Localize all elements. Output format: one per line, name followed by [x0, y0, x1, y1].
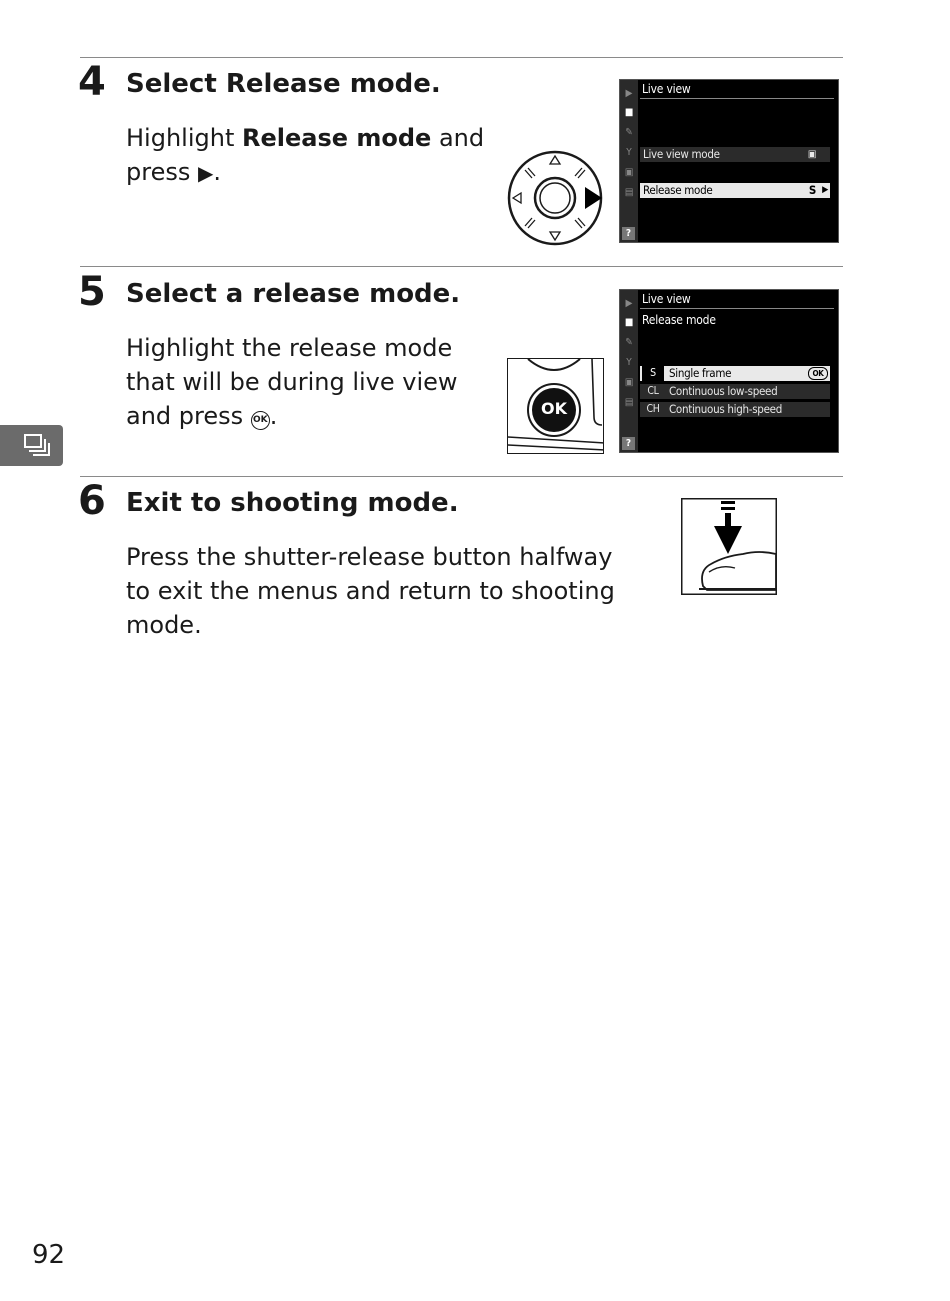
pencil-icon: ✎ — [625, 337, 633, 348]
step-5-line-3-end: . — [269, 402, 278, 430]
ok-button-label: OK — [541, 399, 567, 418]
menu-item-label: Live view mode — [643, 147, 720, 161]
menu-sidebar — [620, 290, 638, 452]
step-6-line-1: Press the shutter-release button halfway — [126, 543, 613, 571]
lcd2-header: Live view — [642, 292, 691, 306]
page-number: 92 — [32, 1240, 66, 1270]
retouch-icon: ▣ — [624, 377, 634, 388]
step-4-body-post: and — [431, 124, 485, 152]
release-mode-value: S — [808, 183, 816, 197]
divider-step5 — [80, 266, 843, 267]
step-4-body-bold: Release mode — [241, 124, 432, 152]
live-view-mode-icon: ▣ — [807, 149, 816, 160]
help-icon: ? — [622, 437, 635, 450]
menu-item-live-view-mode[interactable] — [640, 147, 830, 162]
help-icon: ? — [622, 227, 635, 240]
menu-item-release-mode[interactable] — [640, 183, 830, 198]
my-menu-icon: ▤ — [624, 187, 634, 198]
multi-selector-illustration — [505, 148, 605, 248]
step-6-body — [126, 540, 615, 642]
release-mode-code: CL — [647, 385, 659, 397]
lcd1-header-line — [640, 98, 834, 99]
step-4-title-pre: Select — [126, 69, 226, 99]
release-mode-code: CH — [646, 403, 660, 415]
camera-icon: ■ — [624, 317, 634, 328]
pencil-icon: ✎ — [625, 127, 633, 138]
ok-button-icon: OK — [251, 411, 270, 430]
right-arrow-icon: ▶ — [822, 185, 828, 195]
divider-step6 — [80, 476, 843, 477]
step-5-title: Select a release mode. — [126, 279, 461, 309]
release-mode-code: S — [642, 366, 664, 381]
menu-screen-release-mode — [619, 289, 839, 453]
lcd2-subheader: Release mode — [642, 313, 716, 327]
my-menu-icon: ▤ — [624, 397, 634, 408]
ok-button-illustration — [507, 358, 604, 454]
option-label: Continuous low-speed — [669, 384, 778, 398]
option-single-frame[interactable] — [640, 366, 830, 381]
camera-icon: ■ — [624, 107, 634, 118]
step-6-line-2: to exit the menus and return to shooting — [126, 577, 615, 605]
right-arrow-icon: ▶ — [197, 161, 214, 185]
step-4-body-line2: press — [126, 158, 198, 186]
step-5-line-3: and press — [126, 402, 251, 430]
step-6-title: Exit to shooting mode. — [126, 488, 459, 518]
option-continuous-low[interactable] — [640, 384, 830, 399]
menu-item-label: Release mode — [643, 183, 713, 197]
step-5-line-2: that will be during live view — [126, 368, 458, 396]
option-continuous-high[interactable] — [640, 402, 830, 417]
option-label: Single frame — [669, 366, 732, 380]
menu-sidebar — [620, 80, 638, 242]
step-6-line-3: mode. — [126, 611, 202, 639]
step-4-number: 4 — [78, 59, 106, 105]
step-5-number: 5 — [78, 269, 106, 315]
playback-menu-icon: ▶ — [625, 88, 633, 99]
step-4-body — [126, 121, 484, 190]
option-label: Continuous high-speed — [669, 402, 782, 416]
ok-badge-icon: OK — [808, 367, 828, 380]
retouch-icon: ▣ — [624, 167, 634, 178]
step-4-body-end: . — [213, 158, 222, 186]
divider-top — [80, 57, 843, 58]
live-view-section-tab — [0, 425, 63, 466]
playback-menu-icon: ▶ — [625, 298, 633, 309]
step-6-number: 6 — [78, 478, 106, 524]
step-5-body — [126, 331, 458, 433]
lcd1-header: Live view — [642, 82, 691, 96]
step-4-body-pre: Highlight — [126, 124, 242, 152]
wrench-icon: Y — [626, 147, 632, 158]
menu-screen-live-view — [619, 79, 839, 243]
lcd2-header-line — [640, 308, 834, 309]
shutter-press-illustration — [681, 498, 777, 595]
step-4-title — [126, 69, 441, 99]
step-5-line-1: Highlight the release mode — [126, 334, 453, 362]
step-4-title-bold: Release mode. — [225, 69, 441, 99]
live-view-icon — [0, 425, 63, 466]
wrench-icon: Y — [626, 357, 632, 368]
